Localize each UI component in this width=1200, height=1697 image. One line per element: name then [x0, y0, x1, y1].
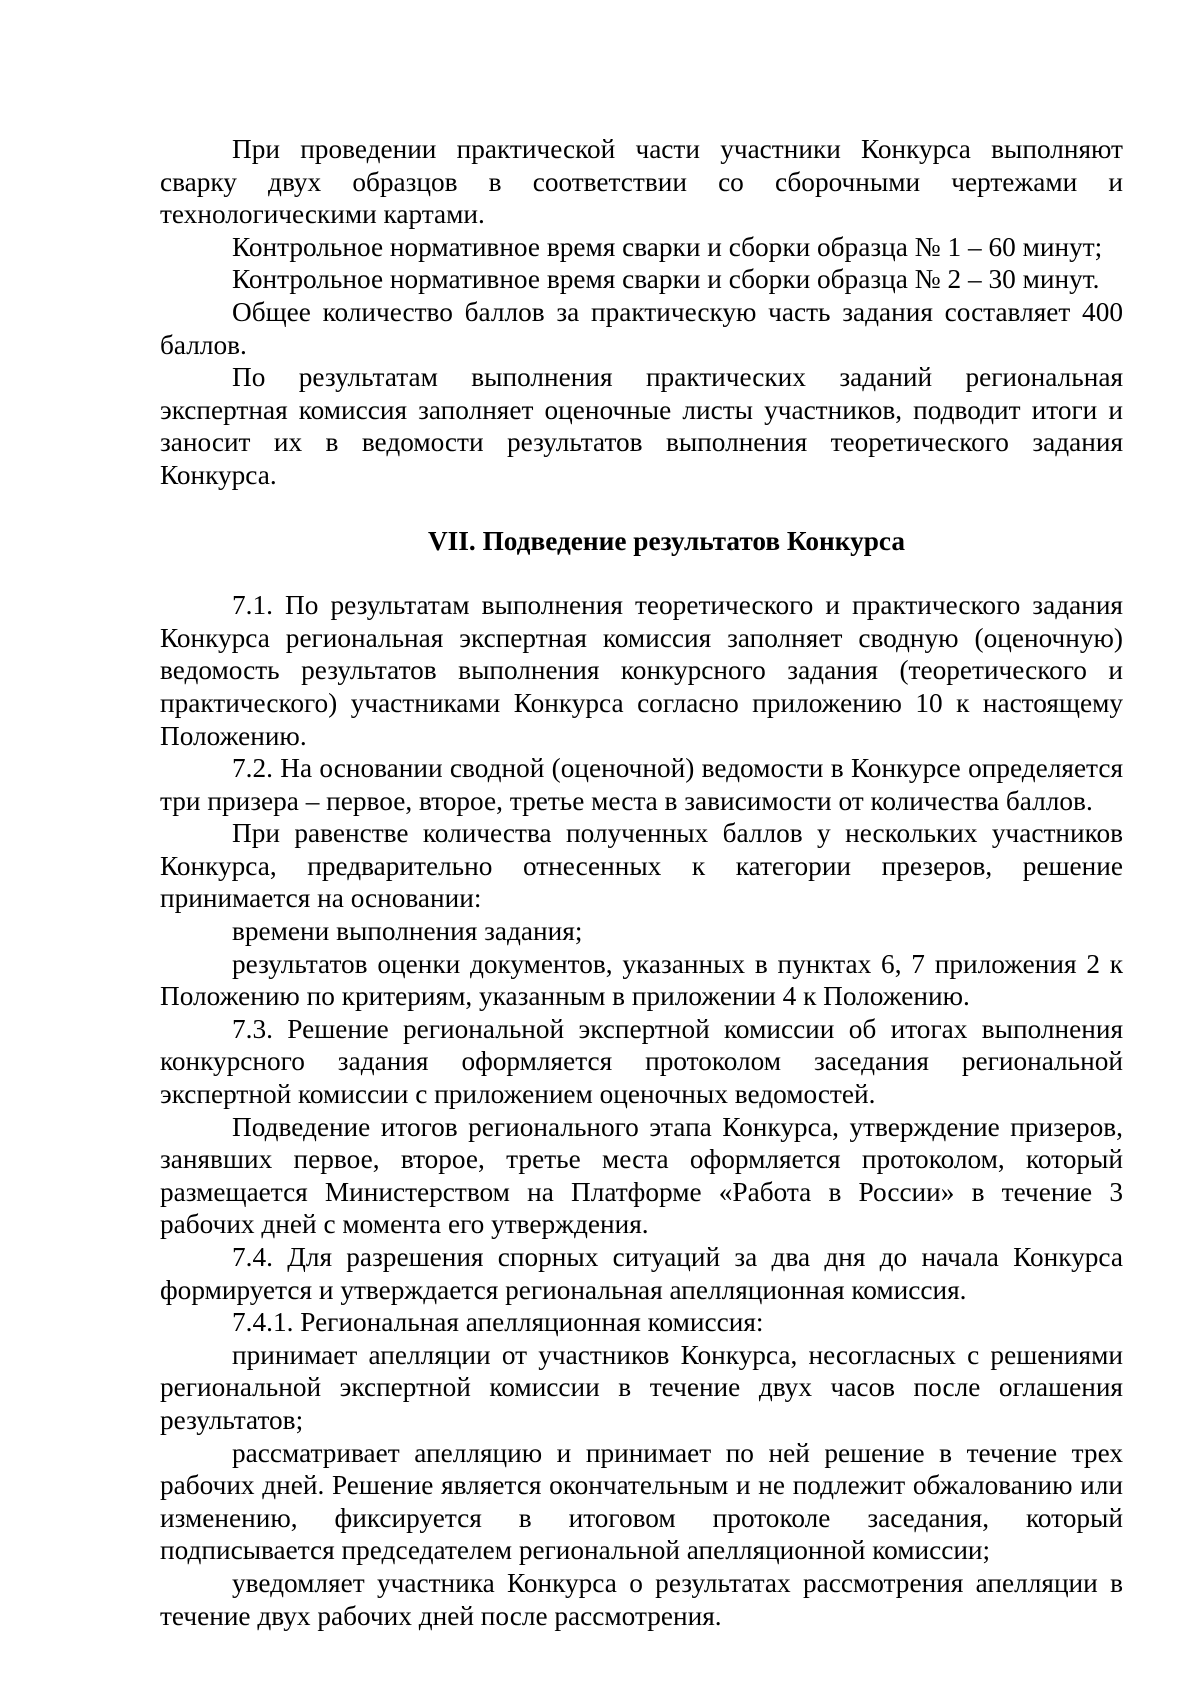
paragraph-practical-welding: При проведении практической части участники Конкурса выполняют сварку двух образцов в соответствии со сборочными чертежами и технологическими картами. [160, 134, 1123, 230]
paragraph-appeal-reviews: рассматривает апелляцию и принимает по ней решение в течение трех рабочих дней. Решение является окончательным и не подлежит обжалованию или изменению, фиксируется в итоговом протоколе заседания, который подписывается председателем региональной апелляционной комиссии; [160, 1437, 1123, 1566]
document-page [160, 133, 1123, 1632]
paragraph-time-sample-1: Контрольное нормативное время сварки и сборки образца № 1 – 60 минут; [232, 231, 1103, 262]
paragraph-expert-commission: По результатам выполнения практических заданий региональная экспертная комиссия заполняет оценочные листы участников, подводит итоги и заносит их в ведомости результатов выполнения теоретического задания Конкурса. [160, 362, 1123, 490]
paragraph-7-1: 7.1. По результатам выполнения теоретического и практического задания Конкурса региональная экспертная комиссия заполняет сводную (оценочную) ведомость результатов выполнения конкурсного задания (теоретического и практического) участниками Конкурса согласно приложению 10 к настоящему Положению. [160, 590, 1123, 751]
paragraph-7-3: 7.3. Решение региональной экспертной комиссии об итогах выполнения конкурсного задания оформляется протоколом заседания региональной экспертной комиссии с приложением оценочных ведомостей. [160, 1013, 1123, 1110]
paragraph-tie-criterion-time: времени выполнения задания; [232, 916, 583, 947]
section-heading: VII. Подведение результатов Конкурса [427, 525, 906, 556]
paragraph-appeal-notifies: уведомляет участника Конкурса о результатах рассмотрения апелляции в течение двух рабочих дней после рассмотрения. [160, 1567, 1123, 1631]
paragraph-7-2: 7.2. На основании сводной (оценочной) ведомости в Конкурсе определяется три призера – первое, второе, третье места в зависимости от количества баллов. [160, 753, 1123, 816]
paragraph-results-protocol: Подведение итогов регионального этапа Конкурса, утверждение призеров, занявших первое, второе, третье места оформляется протоколом, который размещается Министерством на Платформе «Работа в России» в течение 3 рабочих дней с момента его утверждения. [160, 1111, 1123, 1240]
spacer [160, 492, 1123, 525]
paragraph-7-4: 7.4. Для разрешения спорных ситуаций за два дня до начала Конкурса формируется и утверждается региональная апелляционная комиссия. [160, 1242, 1123, 1305]
spacer [160, 557, 1123, 589]
paragraph-tie-criterion-documents: результатов оценки документов, указанных в пунктах 6, 7 приложения 2 к Положению по критериям, указанным в приложении 4 к Положению. [160, 948, 1123, 1012]
paragraph-time-sample-2: Контрольное нормативное время сварки и сборки образца № 2 – 30 минут. [232, 264, 1100, 295]
paragraph-7-4-1: 7.4.1. Региональная апелляционная комиссия: [232, 1307, 764, 1338]
paragraph-appeal-accepts: принимает апелляции от участников Конкурса, несогласных с решениями региональной экспертной комиссии в течение двух часов после оглашения результатов; [160, 1339, 1123, 1435]
paragraph-total-points: Общее количество баллов за практическую часть задания составляет 400 баллов. [160, 296, 1123, 360]
paragraph-tie-rule: При равенстве количества полученных баллов у нескольких участников Конкурса, предварительно отнесенных к категории презеров, решение принимается на основании: [160, 818, 1123, 914]
